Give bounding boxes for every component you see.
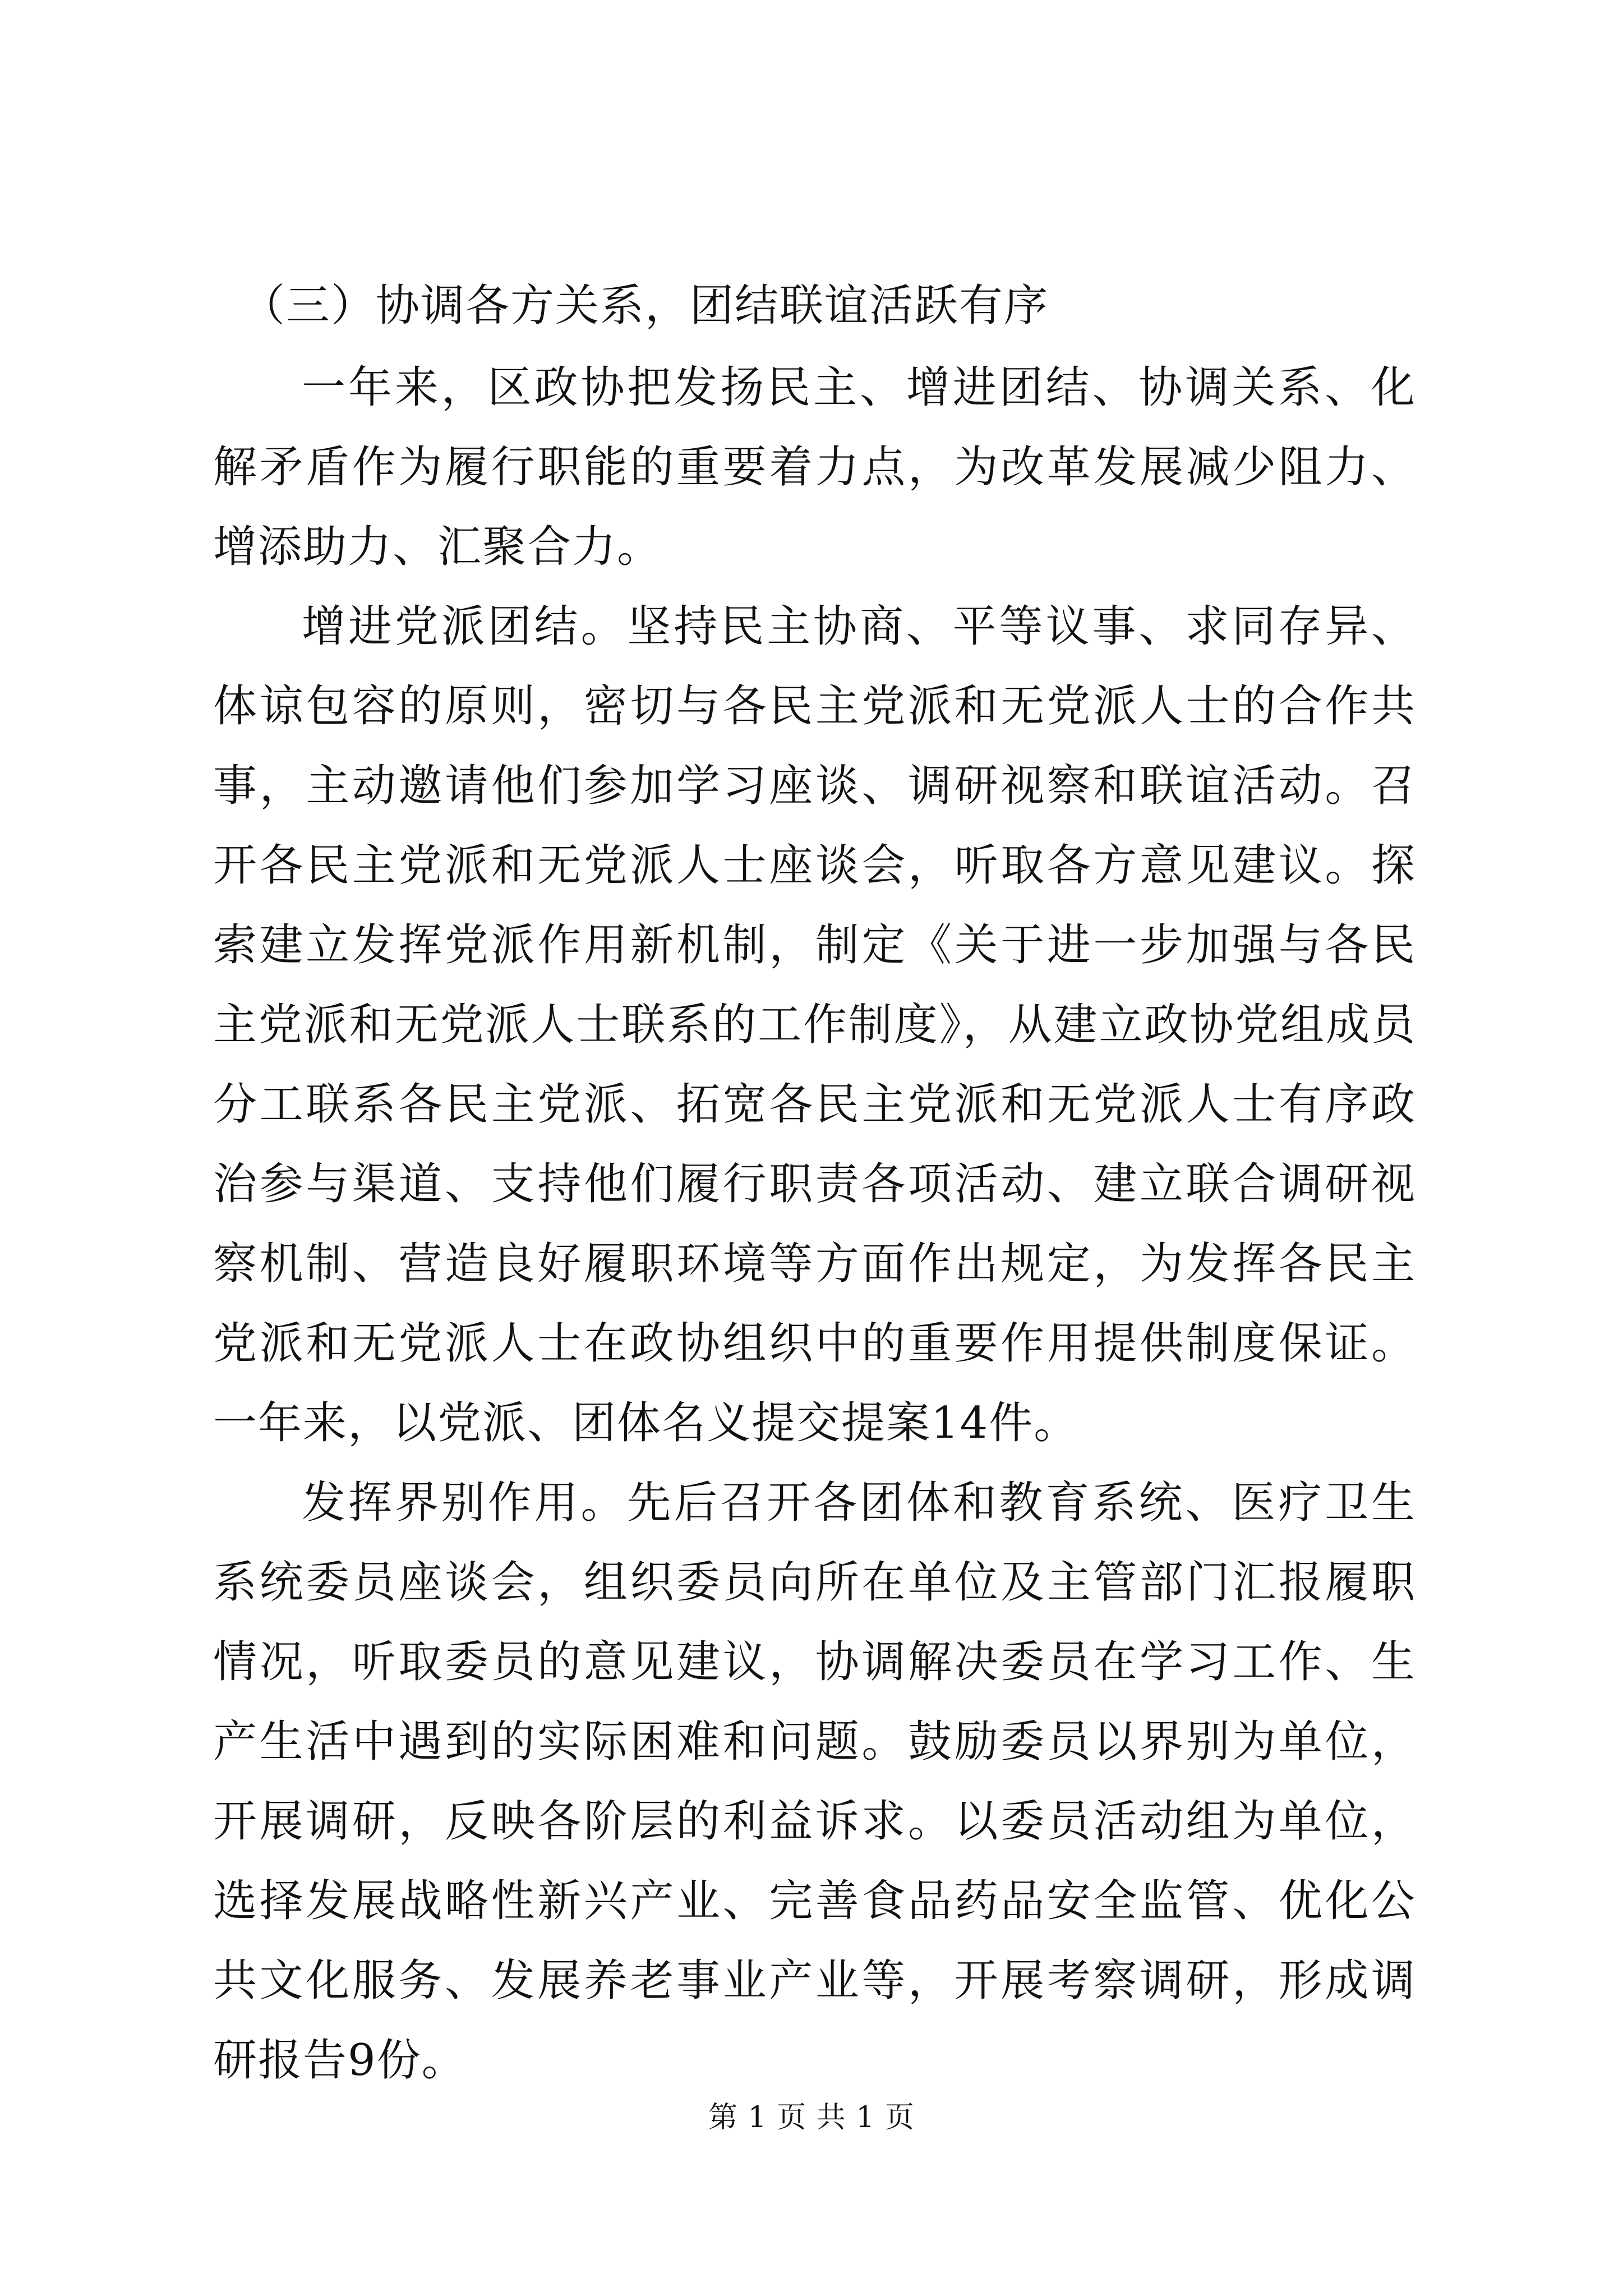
paragraph-sector-role: 发挥界别作用。先后召开各团体和教育系统、医疗卫生系统委员座谈会，组织委员向所在单位及主管部门汇报履职情况，听取委员的意见建议，协调解决委员在学习工作、生产生活中遇到的实际困难和问题。鼓励委员以界别为单位，开展调研，反映各阶层的利益诉求。以委员活动组为单位，选择发展战略性新兴产业、完善食品药品安全监管、优化公共文化服务、发展养老事业产业等，开展考察调研，形成调研报告9份。 — [213, 1478, 1416, 2086]
paragraph-intro: 一年来，区政协把发扬民主、增进团结、协调关系、化解矛盾作为履行职能的重要着力点，为改革发展减少阻力、增添助力、汇聚合力。 — [213, 362, 1416, 572]
section-heading: （三）协调各方关系，团结联谊活跃有序 — [241, 280, 1049, 331]
page-footer: 第 1 页 共 1 页 — [708, 2101, 915, 2134]
paragraph-party-unity: 增进党派团结。坚持民主协商、平等议事、求同存异、体谅包容的原则，密切与各民主党派和无党派人士的合作共事，主动邀请他们参加学习座谈、调研视察和联谊活动。召开各民主党派和无党派人士座谈会，听取各方意见建议。探索建立发挥党派作用新机制，制定《关于进一步加强与各民主党派和无党派人士联系的工作制度》，从建立政协党组成员分工联系各民主党派、拓宽各民主党派和无党派人士有序政治参与渠道、支持他们履行职责各项活动、建立联合调研视察机制、营造良好履职环境等方面作出规定，为发挥各民主党派和无党派人士在政协组织中的重要作用提供制度保证。一年来，以党派、团体名义提交提案14件。 — [213, 601, 1416, 1448]
document-body — [213, 264, 1416, 2100]
